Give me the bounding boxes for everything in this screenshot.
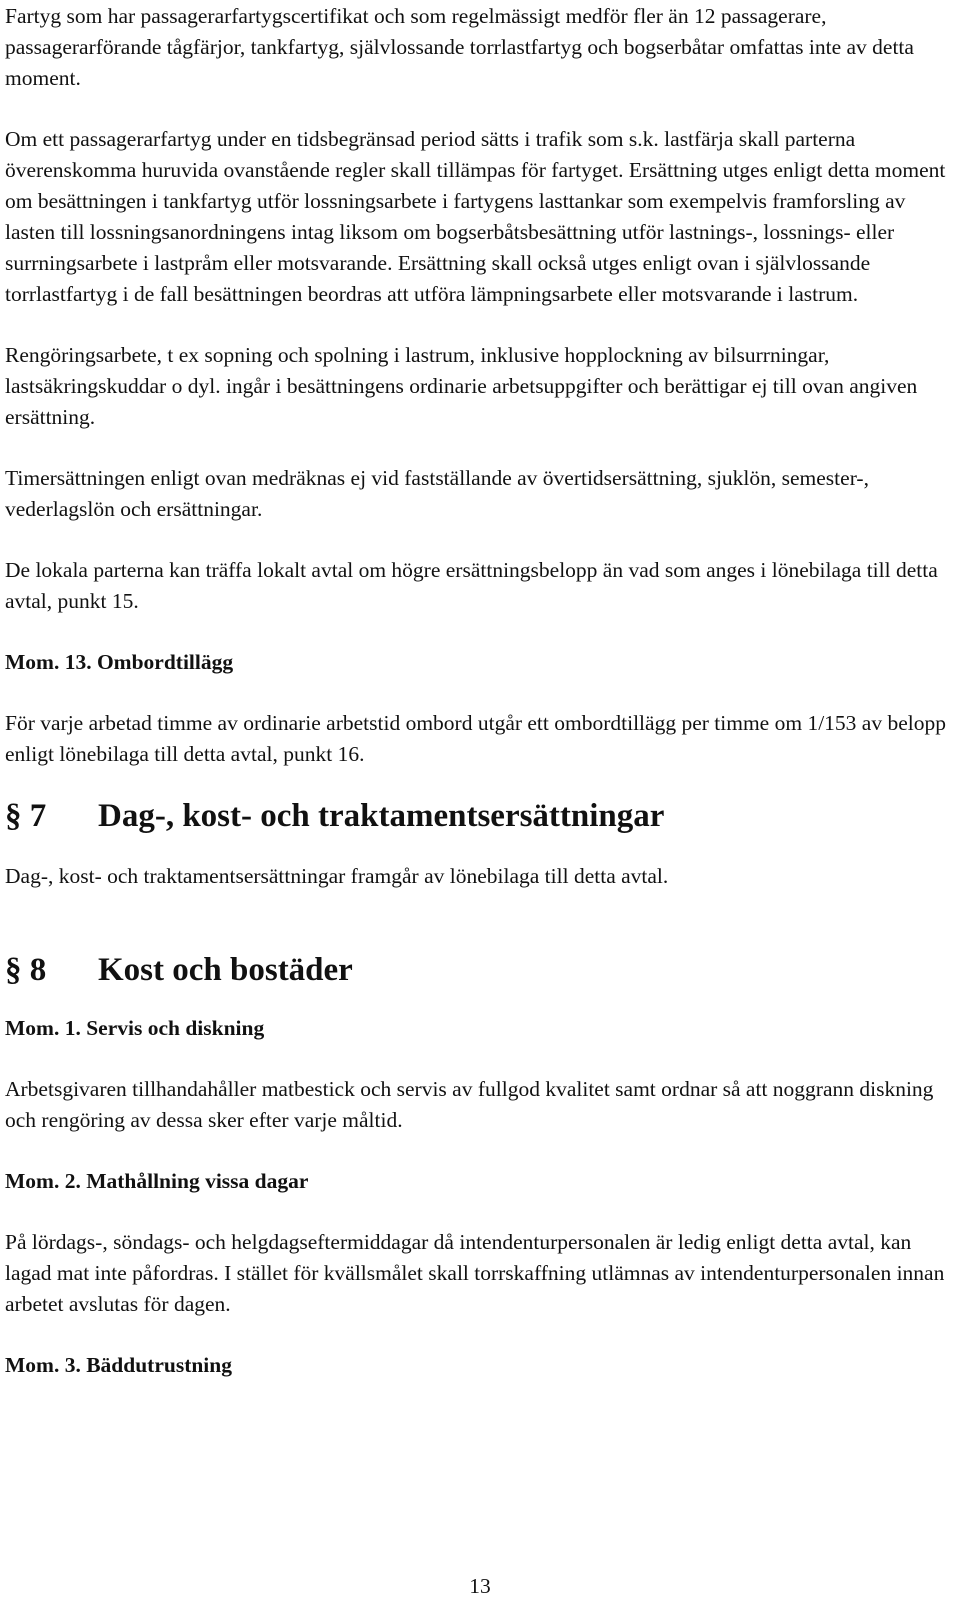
section-7-title: Dag-, kost- och traktamentsersättningar bbox=[98, 798, 665, 834]
spacer bbox=[5, 525, 955, 555]
paragraph-hourly-compensation: Timersättningen enligt ovan medräknas ej vid fastställande av övertidsersättning, sjuklön, semester-, vederlagslön och ersättningar. bbox=[5, 466, 869, 521]
spacer bbox=[5, 1044, 955, 1074]
paragraph-ferry-unloading: Om ett passagerarfartyg under en tidsbegränsad period sätts i trafik som s.k. lastfärja skall parterna överenskomma huruvida ovanstående regler skall tillämpas för fartyget. Ersättning utges enligt detta moment om besättningen i tankfartyg utför lossningsarbete i fartygens lasttankar som exempelvis framforsling av lasten till lossningsanordningens intag liksom om bogserbåtsbesättning utför lastnings-, lossnings- eller surrningsarbete i lastpråm eller motsvarande. Ersättning skall också utges enligt ovan i självlossande torrlastfartyg i de fall besättningen beordras att utföra lämpningsarbete eller motsvarande i lastrum. bbox=[5, 127, 946, 306]
spacer bbox=[5, 892, 955, 950]
paragraph-passenger-ships: Fartyg som har passagerarfartygscertifikat och som regelmässigt medför fler än 12 passagerare, passagerarförande tågfärjor, tankfartyg, självlossande torrlastfartyg och bogserbåtar omfattas inte av detta moment. bbox=[5, 4, 914, 90]
spacer bbox=[5, 990, 955, 1013]
page-number: 13 bbox=[469, 1574, 491, 1598]
spacer bbox=[5, 1136, 955, 1166]
section-8-heading bbox=[5, 950, 955, 990]
section-8-number: § 8 bbox=[5, 952, 47, 988]
paragraph-local-agreement: De lokala parterna kan träffa lokalt avtal om högre ersättningsbelopp än vad som anges i lönebilaga till detta avtal, punkt 15. bbox=[5, 558, 938, 613]
paragraph-cleaning-work: Rengöringsarbete, t ex sopning och spolning i lastrum, inklusive hopplockning av bilsurrningar, lastsäkringskuddar o dyl. ingår i besättningens ordinarie arbetsuppgifter och berättigar ej till ovan angiven ersättning. bbox=[5, 343, 918, 429]
paragraph-onboard-supplement: För varje arbetad timme av ordinarie arbetstid ombord utgår ett ombordtillägg per timme om 1/153 av belopp enligt lönebilaga till detta avtal, punkt 16. bbox=[5, 711, 946, 766]
heading-mom-1: Mom. 1. Servis och diskning bbox=[5, 1016, 265, 1040]
heading-mom-13: Mom. 13. Ombordtillägg bbox=[5, 650, 234, 674]
paragraph-weekend-meals: På lördags-, söndags- och helgdagseftermiddagar då intendenturpersonalen är ledig enligt detta avtal, kan lagad mat inte påfordras. I stället för kvällsmålet skall torrskaffning utlämnas av intendenturpersonalen innan arbetet avslutas för dagen. bbox=[5, 1230, 945, 1316]
spacer bbox=[5, 617, 955, 647]
paragraph-cutlery-dishes: Arbetsgivaren tillhandahåller matbestick och servis av fullgod kvalitet samt ordnar så att noggrann diskning och rengöring av dessa sker efter varje måltid. bbox=[5, 1077, 934, 1132]
spacer bbox=[5, 1320, 955, 1350]
paragraph-per-diem: Dag-, kost- och traktamentsersättningar framgår av lönebilaga till detta avtal. bbox=[5, 864, 669, 888]
heading-mom-2: Mom. 2. Mathållning vissa dagar bbox=[5, 1169, 309, 1193]
spacer bbox=[5, 94, 955, 124]
document-page bbox=[5, 0, 955, 1381]
spacer bbox=[5, 433, 955, 463]
spacer bbox=[5, 836, 955, 861]
section-7-number: § 7 bbox=[5, 798, 47, 834]
spacer bbox=[5, 310, 955, 340]
spacer bbox=[5, 770, 955, 796]
spacer bbox=[5, 678, 955, 708]
section-7-heading bbox=[5, 796, 955, 836]
heading-mom-3: Mom. 3. Bäddutrustning bbox=[5, 1353, 232, 1377]
section-8-title: Kost och bostäder bbox=[98, 952, 353, 988]
spacer bbox=[5, 1197, 955, 1227]
